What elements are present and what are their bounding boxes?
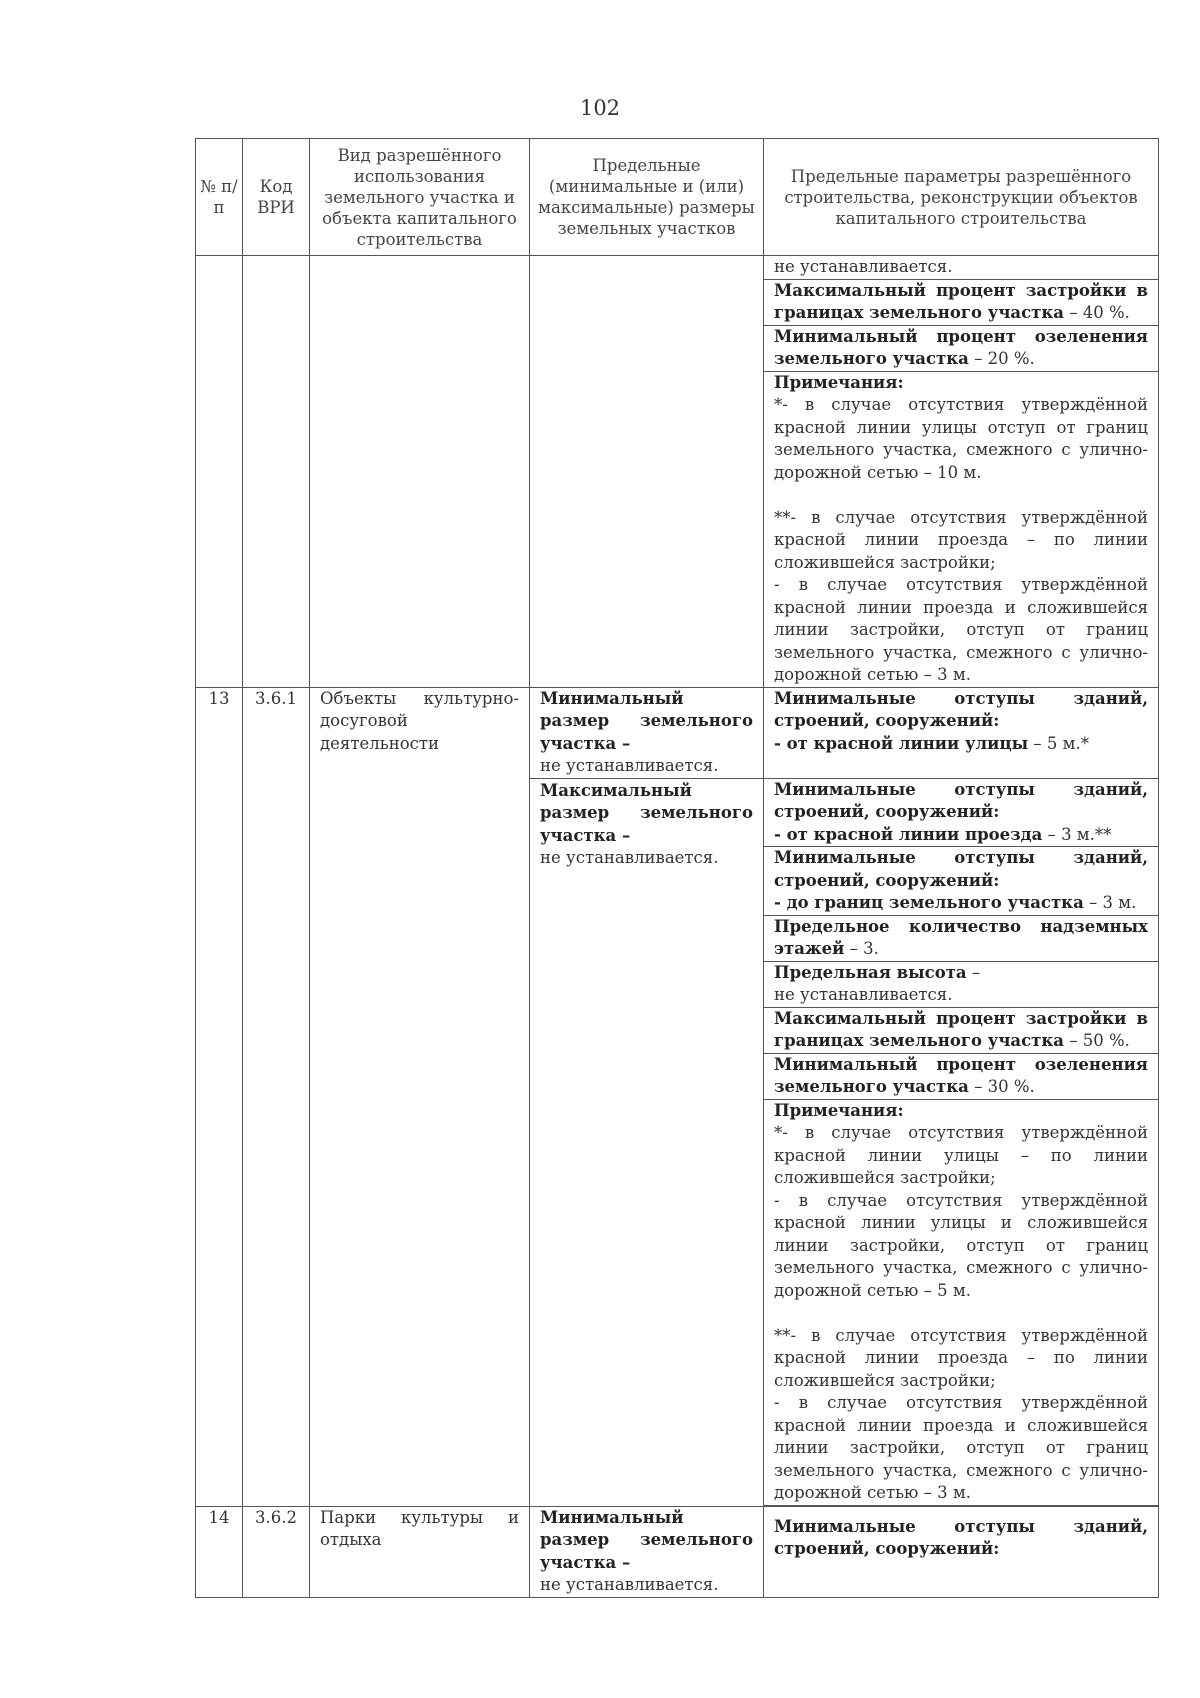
table-row-continued: [196, 256, 1159, 280]
note-text: - в случае отсутствия утверждённой красной линии проезда и сложившейся линии застройки, отступ от границ земельного участка, смежного с улично-дорожной сетью – 3 м.: [774, 575, 1148, 684]
param-height: Предельная высота – не устанавливается.: [764, 961, 1159, 1007]
notes-title: Примечания:: [774, 372, 904, 392]
note-text: *- в случае отсутствия утверждённой красной линии улицы – по линии сложившейся застройки;: [774, 1123, 1148, 1187]
cell-code-empty: [243, 256, 310, 688]
param-max-coverage: Максимальный процент застройки в границах земельного участка – 40 %.: [764, 279, 1159, 325]
cell-size-min: Минимальный размер земельного участка – не устанавливается.: [530, 687, 764, 778]
note-text: - в случае отсутствия утверждённой красной линии улицы и сложившейся линии застройки, отступ от границ земельного участка, смежного с улично-дорожной сетью – 5 м.: [774, 1190, 1148, 1300]
param-setback-driveway: Минимальные отступы зданий, строений, сооружений: - от красной линии проезда – 3 м.**: [764, 778, 1159, 847]
table-row-13: [196, 687, 1159, 778]
notes-cell: [764, 1099, 1159, 1505]
header-size: Предельные (минимальные и (или) максимальные) размеры земельных участков: [530, 139, 764, 256]
param-height-continued: [764, 256, 1159, 280]
note-text: **- в случае отсутствия утверждённой красной линии проезда – по линии сложившейся застройки;: [774, 1325, 1148, 1390]
cell-code: 3.6.2: [243, 1506, 310, 1597]
note-text: - в случае отсутствия утверждённой красной линии проезда и сложившейся линии застройки, отступ от границ земельного участка, смежного с улично-дорожной сетью – 3 м.: [774, 1393, 1148, 1502]
param-max-coverage: Максимальный процент застройки в границах земельного участка – 50 %.: [764, 1007, 1159, 1053]
cell-use: Объекты культурно-досуговой деятельности: [310, 687, 530, 1506]
param-text: не устанавливается.: [774, 257, 953, 276]
cell-size-max: Максимальный размер земельного участка – не устанавливается.: [530, 778, 764, 1506]
cell-use: Парки культуры и отдыха: [310, 1506, 530, 1597]
table-row-14: [196, 1506, 1159, 1597]
cell-num: 13: [196, 687, 243, 1506]
param-floors: Предельное количество надземных этажей – 3.: [764, 915, 1159, 961]
header-use: Вид разрешённого использования земельного участка и объекта капитального строительства: [310, 139, 530, 256]
notes-title: Примечания:: [774, 1100, 904, 1120]
notes-cell: [764, 371, 1159, 687]
cell-num-empty: [196, 256, 243, 688]
param-setback-boundary: Минимальные отступы зданий, строений, сооружений: - до границ земельного участка – 3 м.: [764, 847, 1159, 916]
note-text: *- в случае отсутствия утверждённой красной линии улицы отступ от границ земельного участка, смежного с улично-дорожной сетью – 10 м.: [774, 395, 1148, 482]
cell-size-min: Минимальный размер земельного участка – не устанавливается.: [530, 1506, 764, 1597]
cell-size-empty: [530, 256, 764, 688]
param-setback-street: Минимальные отступы зданий, строений, сооружений: - от красной линии улицы – 5 м.*: [764, 687, 1159, 778]
zoning-parameters-table: [195, 138, 1159, 1598]
cell-num: 14: [196, 1506, 243, 1597]
param-min-greenery: Минимальный процент озеленения земельного участка – 20 %.: [764, 325, 1159, 371]
header-code: Код ВРИ: [243, 139, 310, 256]
cell-code: 3.6.1: [243, 687, 310, 1506]
note-text: **- в случае отсутствия утверждённой красной линии проезда – по линии сложившейся застройки;: [774, 507, 1148, 572]
header-params: Предельные параметры разрешённого строительства, реконструкции объектов капитального строительства: [764, 139, 1159, 256]
header-num: № п/п: [196, 139, 243, 256]
page-number: 102: [579, 96, 621, 120]
table-header-row: [196, 139, 1159, 256]
param-min-greenery: Минимальный процент озеленения земельного участка – 30 %.: [764, 1053, 1159, 1099]
cell-use-empty: [310, 256, 530, 688]
param-setback-title: Минимальные отступы зданий, строений, сооружений:: [764, 1506, 1159, 1597]
